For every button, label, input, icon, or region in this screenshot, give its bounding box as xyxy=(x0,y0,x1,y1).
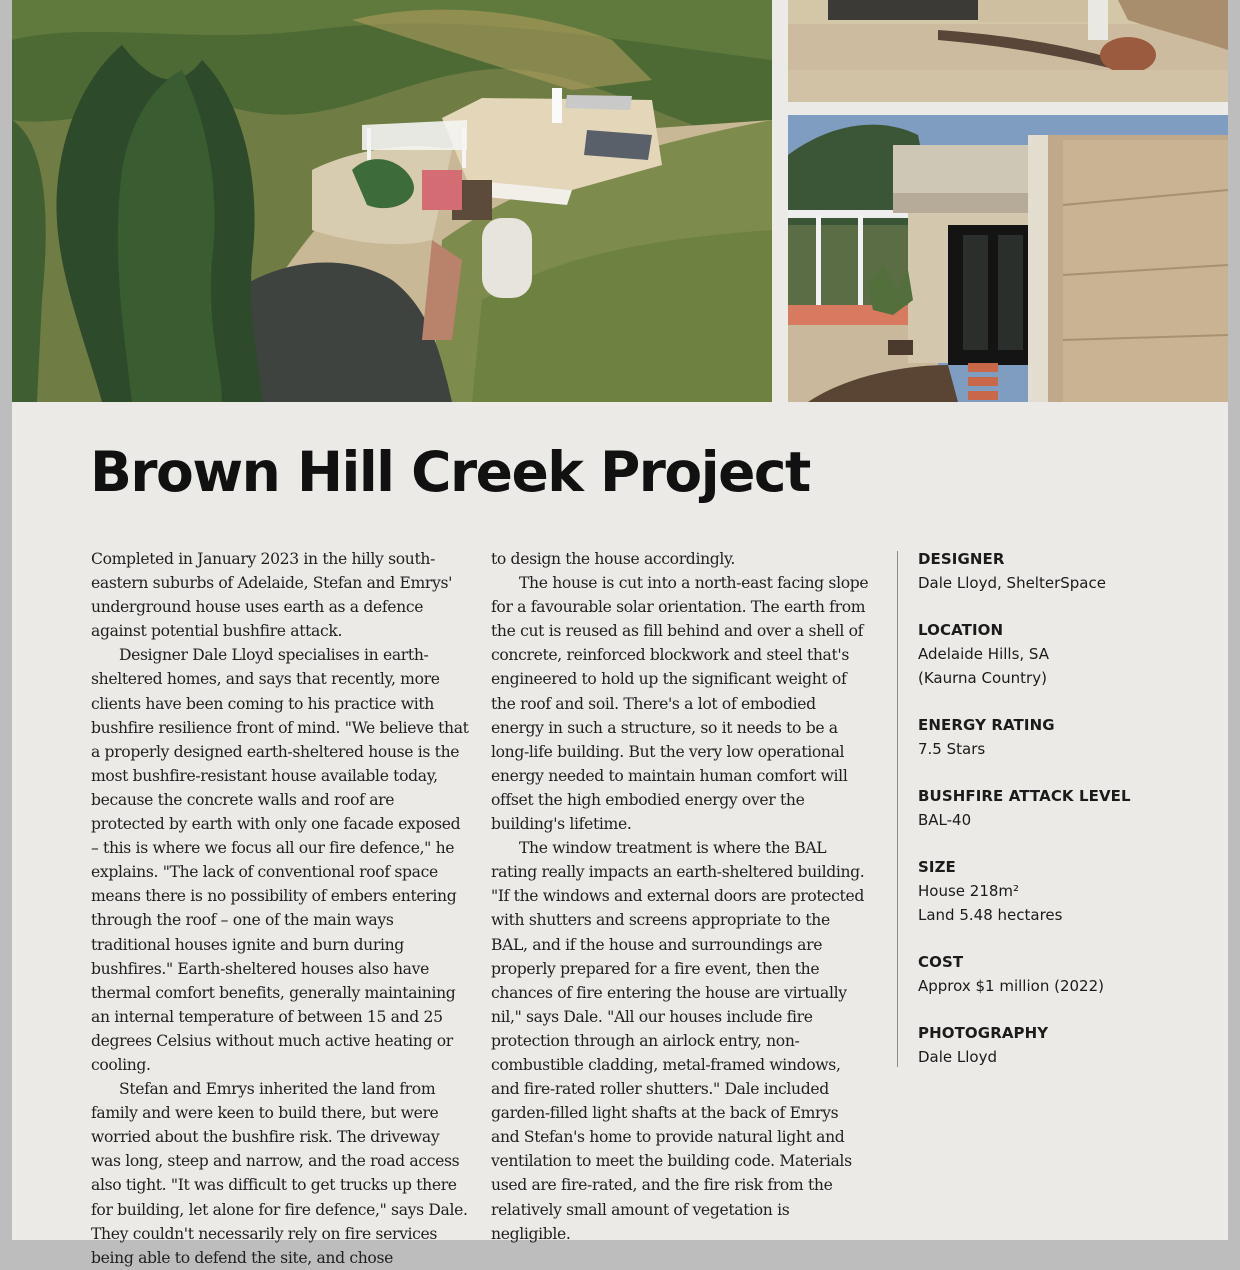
paragraph: The house is cut into a north-east facing slope for a favourable solar orientation. The earth from the cut is reused as fill behind and over a shell of concrete, reinforced blockwork and steel that's engineered to hold up the significant weight of the roof and soil. There's a lot of embodied energy in such a structure, so it needs to be a long-life building. But the very low operational energy needed to maintain human comfort will offset the high embodied energy over the building's lifetime. xyxy=(491,574,869,834)
fact-location xyxy=(918,618,1218,690)
body-column-2 xyxy=(491,547,869,1246)
fact-size xyxy=(918,855,1218,927)
fact-photography xyxy=(918,1021,1218,1069)
fact-value: 7.5 Stars xyxy=(918,740,986,758)
fact-value: Land 5.48 hectares xyxy=(918,906,1063,924)
magazine-page xyxy=(12,0,1228,1267)
fact-value: Dale Lloyd, ShelterSpace xyxy=(918,574,1106,592)
paragraph: Completed in January 2023 in the hilly south-eastern suburbs of Adelaide, Stefan and Emrys' underground house uses earth as a defence against potential bushfire attack. xyxy=(91,550,453,641)
fact-value: Adelaide Hills, SA xyxy=(918,645,1049,663)
paragraph: Designer Dale Lloyd specialises in earth-sheltered homes, and says that recently, more clients have been coming to his practice with bushfire resilience front of mind. "We believe that a properly designed earth-sheltered house is the most bushfire-resistant house available today, because the concrete walls and roof are protected by earth with only one facade exposed – this is where we focus all our fire defence," he explains. "The lack of conventional roof space means there is no possibility of embers entering through the roof – one of the main ways traditional houses ignite and burn during bushfires." Earth-sheltered houses also have thermal comfort benefits, generally maintaining an internal temperature of between 15 and 25 degrees Celsius without much active heating or cooling. xyxy=(91,646,469,1074)
fact-energy-rating xyxy=(918,713,1218,761)
fact-value: Approx $1 million (2022) xyxy=(918,977,1104,995)
fact-designer xyxy=(918,547,1218,595)
body-column-1 xyxy=(91,547,469,1270)
photo-entrance xyxy=(788,115,1228,402)
fact-value: House 218m² xyxy=(918,882,1020,900)
photo-driveway xyxy=(788,0,1228,102)
fact-cost xyxy=(918,950,1218,998)
photo-aerial-house xyxy=(12,0,772,402)
fact-bal xyxy=(918,784,1218,832)
fact-label: ENERGY RATING xyxy=(918,716,1055,734)
fact-label: PHOTOGRAPHY xyxy=(918,1024,1049,1042)
sidebar-divider xyxy=(897,551,898,1067)
fact-label: SIZE xyxy=(918,858,956,876)
paragraph: The window treatment is where the BAL rating really impacts an earth-sheltered building. "If the windows and external doors are protected with shutters and screens appropriate to the BAL, and if the house and surroundings are properly prepared for a fire event, then the chances of fire entering the house are virtually nil," says Dale. "All our houses include fire protection through an airlock entry, non-combustible cladding, metal-framed windows, and fire-rated roller shutters." Dale included garden-filled light shafts at the back of Emrys and Stefan's home to provide natural light and ventilation to meet the building code. Materials used are fire-rated, and the fire risk from the relatively small amount of vegetation is negligible. xyxy=(491,839,865,1243)
fact-value: BAL-40 xyxy=(918,811,972,829)
fact-label: LOCATION xyxy=(918,621,1004,639)
paragraph: to design the house accordingly. xyxy=(491,550,736,568)
fact-label: BUSHFIRE ATTACK LEVEL xyxy=(918,787,1131,805)
project-facts xyxy=(918,547,1218,1092)
paragraph: Stefan and Emrys inherited the land from family and were keen to build there, but were worried about the bushfire risk. The driveway was long, steep and narrow, and the road access also tight. "It was difficult to get trucks up there for building, let alone for fire defence," says Dale. They couldn't necessarily rely on fire services being able to defend the site, and chose xyxy=(91,1080,468,1267)
fact-label: DESIGNER xyxy=(918,550,1005,568)
fact-label: COST xyxy=(918,953,964,971)
article-title: Brown Hill Creek Project xyxy=(90,440,810,504)
fact-value: (Kaurna Country) xyxy=(918,669,1047,687)
fact-value: Dale Lloyd xyxy=(918,1048,998,1066)
